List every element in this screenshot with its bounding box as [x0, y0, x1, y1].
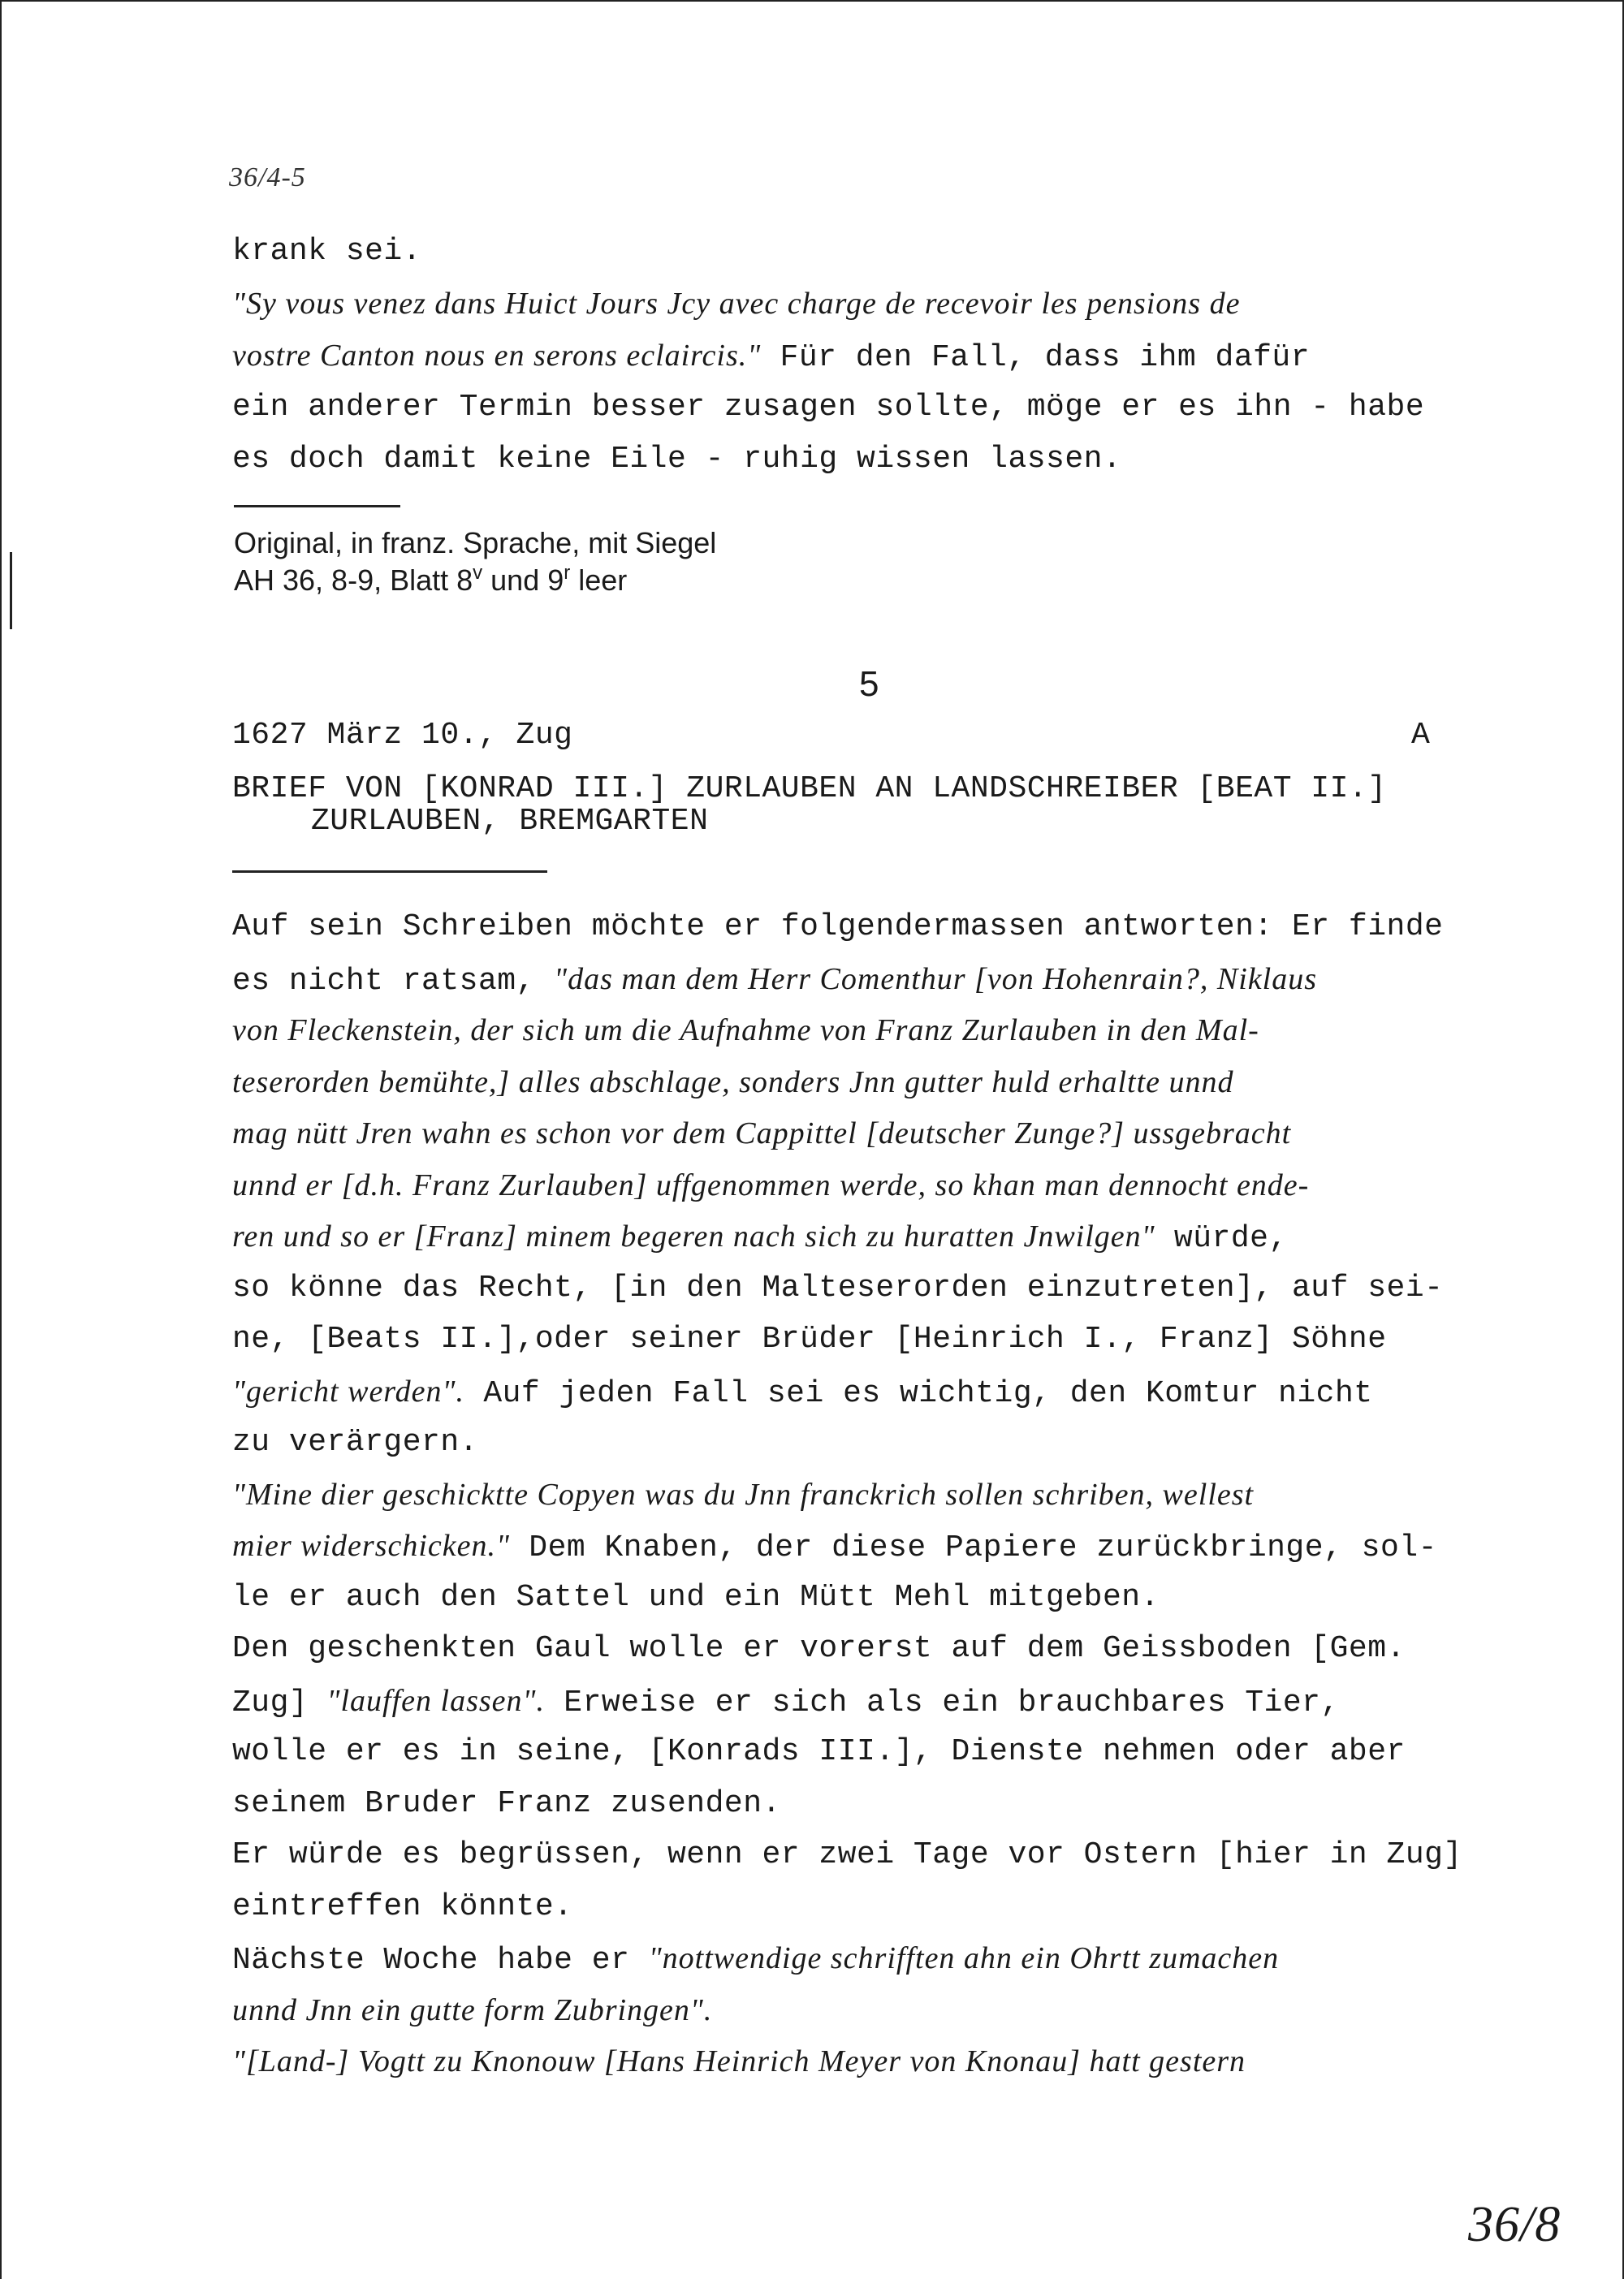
para1-line [232, 442, 1121, 477]
quoted-source-text: "Mine dier geschicktte Copyen was du Jnn franckrich sollen schriben, wellest [232, 1477, 1255, 1512]
quoted-source-text: teserorden bemühte,] alles abschlage, sonders Jnn gutter huld erhaltte unnd [232, 1064, 1234, 1099]
summary-text: le er auch den Sattel und ein Mütt Mehl mitgeben. [232, 1579, 1160, 1615]
margin-bracket-mark [2, 552, 12, 629]
body-line [232, 1631, 1406, 1666]
summary-text: so könne das Recht, [in den Malteserorden einzutreten], auf sei- [232, 1270, 1444, 1306]
para1-line [232, 286, 1240, 323]
source-note-ref: AH 36, 8-9, Blatt 8 [234, 563, 473, 597]
summary-text: Erweise er sich als ein brauchbares Tier, [544, 1685, 1340, 1720]
quoted-source-text: mag nütt Jren wahn es schon vor dem Cappittel [deutscher Zunge?] ussgebracht [232, 1116, 1292, 1150]
body-line [232, 1271, 1443, 1306]
body-line [232, 909, 1443, 944]
summary-text: ne, [Beats II.],oder seiner Brüder [Heinrich I., Franz] Söhne [232, 1322, 1387, 1357]
date-place: 1627 März 10., Zug [232, 718, 573, 753]
body-line [232, 1425, 478, 1460]
body-line [232, 1116, 1291, 1153]
quoted-source-text: "lauffen lassen". [326, 1683, 545, 1718]
quoted-source-text: "gericht werden". [232, 1374, 465, 1409]
body-line [232, 2044, 1246, 2081]
quoted-source-text: unnd er [d.h. Franz Zurlauben] uffgenommen werde, so khan man dennocht ende- [232, 1168, 1310, 1202]
folio-recto-mark: r [564, 562, 571, 584]
page-reference: 36/4-5 [229, 162, 306, 192]
summary-text: Zug] [232, 1685, 327, 1720]
quoted-source-text: vostre Canton nous en serons eclaircis." [232, 339, 762, 373]
summary-text: Auf sein Schreiben möchte er folgendermassen antworten: Er finde [232, 909, 1444, 944]
body-line [232, 1683, 1340, 1720]
summary-text: Er würde es begrüssen, wenn er zwei Tage vor Ostern [hier in Zug] [232, 1837, 1462, 1872]
source-note-line-2 [234, 562, 627, 598]
document-number: 5 [859, 664, 879, 704]
body-line [232, 961, 1317, 999]
quoted-source-text: von Fleckenstein, der sich um die Aufnahme von Franz Zurlauben in den Mal- [232, 1013, 1259, 1047]
heading-line-2: ZURLAUBEN, BREMGARTEN [311, 804, 709, 839]
letter-code: A [1411, 718, 1431, 753]
body-line [232, 1322, 1387, 1357]
body-line [232, 1734, 1406, 1769]
body-line [232, 1786, 781, 1821]
para1-line [232, 390, 1424, 425]
source-note-line-1: Original, in franz. Sprache, mit Siegel [234, 526, 717, 559]
body-line [232, 1940, 1279, 1978]
body-line [232, 1889, 572, 1924]
para1-line [232, 234, 421, 269]
quoted-source-text: "[Land-] Vogtt zu Knonouw [Hans Heinrich Meyer von Knonau] hatt gestern [232, 2044, 1246, 2078]
page-border-left [0, 0, 2, 2279]
quoted-source-text: unnd Jnn ein gutte form Zubringen". [232, 1992, 713, 2027]
quoted-source-text: "Sy vous venez dans Huict Jours Jcy avec charge de recevoir les pensions de [232, 287, 1241, 321]
summary-text: ein anderer Termin besser zusagen sollte, möge er es ihn - habe [232, 390, 1425, 425]
summary-text: es nicht ratsam, [232, 963, 555, 999]
body-line [232, 1012, 1259, 1050]
page-border-top [0, 0, 1624, 2]
heading-line-1: BRIEF VON [KONRAD III.] ZURLAUBEN AN LANDSCHREIBER [BEAT II.] [232, 771, 1387, 806]
folio-verso-mark: v [473, 562, 483, 584]
page-number: 36/8 [1468, 2197, 1561, 2252]
body-line [232, 1580, 1160, 1615]
source-note-mid: und 9 [482, 563, 564, 597]
summary-text: Auf jeden Fall sei es wichtig, den Komtur nicht [464, 1375, 1373, 1411]
body-line [232, 1528, 1437, 1565]
summary-text: Den geschenkten Gaul wolle er vorerst auf dem Geissboden [Gem. [232, 1631, 1406, 1666]
body-line [232, 1374, 1373, 1411]
body-line [232, 1064, 1234, 1102]
heading-separator-rule [232, 870, 547, 873]
body-line [232, 1168, 1309, 1205]
body-line [232, 1837, 1462, 1872]
summary-text: seinem Bruder Franz zusenden. [232, 1785, 781, 1821]
quoted-source-text: "das man dem Herr Comenthur [von Hohenrain?, Niklaus [554, 961, 1317, 996]
quoted-source-text: ren und so er [Franz] minem begeren nach sich zu huratten Jnwilgen" [232, 1219, 1155, 1254]
summary-text: Nächste Woche habe er [232, 1943, 649, 1978]
body-line [232, 1219, 1288, 1256]
summary-text: es doch damit keine Eile - ruhig wissen lassen. [232, 442, 1122, 477]
source-note-end: leer [570, 563, 628, 597]
para1-line [232, 338, 1310, 375]
body-line [232, 1477, 1254, 1514]
summary-text: zu verärgern. [232, 1425, 478, 1460]
summary-text: Dem Knaben, der diese Papiere zurückbringe, sol- [509, 1530, 1437, 1565]
body-line [232, 1992, 712, 2030]
summary-text: würde, [1155, 1221, 1288, 1256]
summary-text: wolle er es in seine, [Konrads III.], Dienste nehmen oder aber [232, 1734, 1406, 1769]
summary-text: eintreffen könnte. [232, 1888, 573, 1924]
quoted-source-text: "nottwendige schrifften ahn ein Ohrtt zumachen [648, 1941, 1280, 1975]
summary-text: Für den Fall, dass ihm dafür [761, 340, 1311, 375]
quoted-source-text: mier widerschicken." [232, 1529, 510, 1563]
summary-text: krank sei. [232, 234, 422, 269]
note-separator-rule [234, 505, 400, 507]
